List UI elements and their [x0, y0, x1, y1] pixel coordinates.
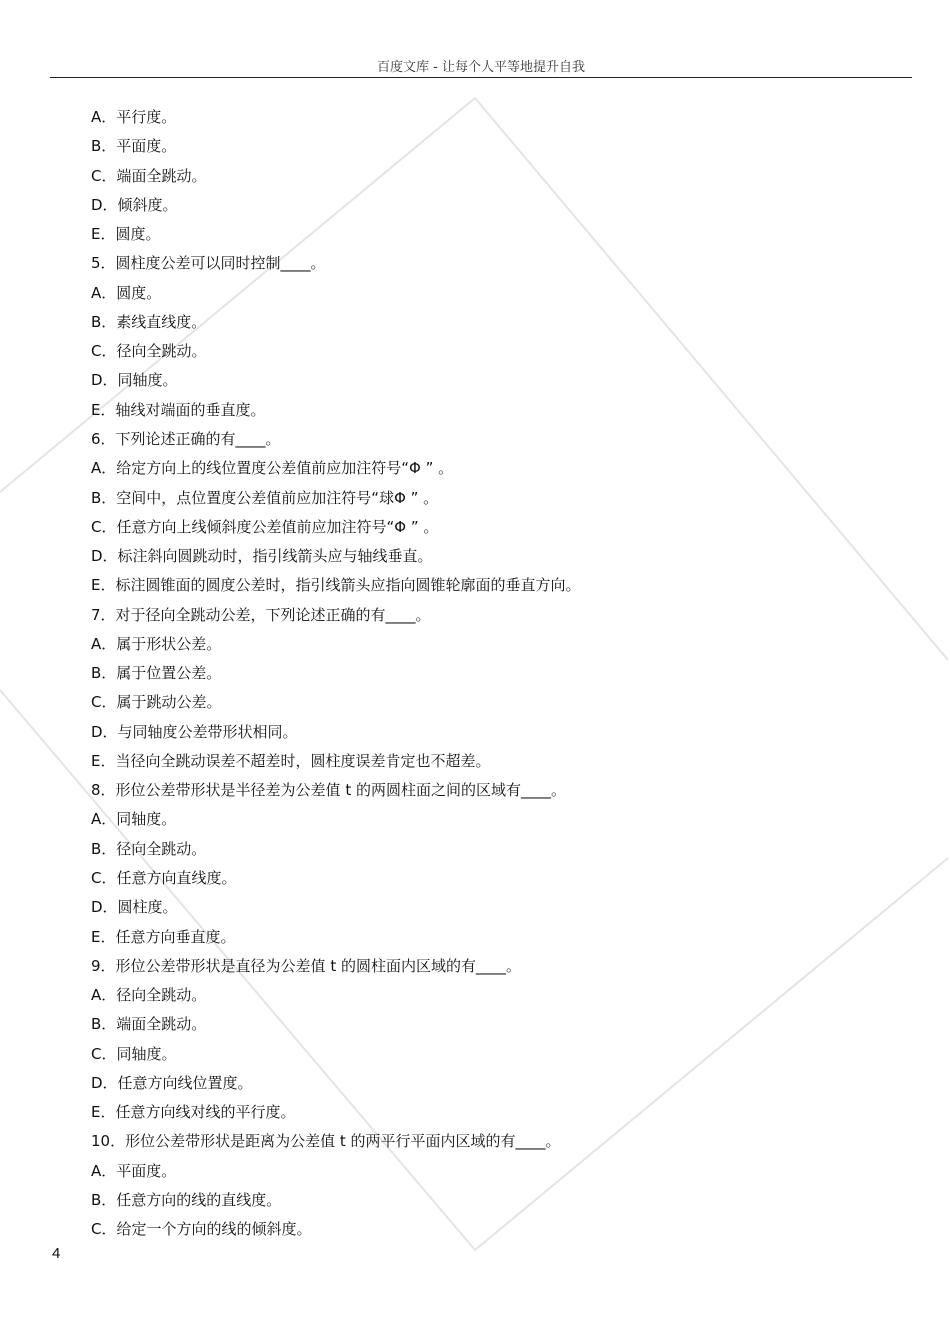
text-line: 10．形位公差带形状是距离为公差值 t 的两平行平面内区域的有____。: [91, 1132, 561, 1150]
text-line: D．与同轴度公差带形状相同。: [91, 723, 298, 741]
text-line: A．平行度。: [91, 108, 177, 126]
text-line: B．平面度。: [91, 137, 177, 155]
text-line: D．圆柱度。: [91, 898, 178, 916]
text-line: B．属于位置公差。: [91, 664, 222, 682]
text-line: E．任意方向垂直度。: [91, 928, 236, 946]
text-line: D．倾斜度。: [91, 196, 178, 214]
text-line: A．平面度。: [91, 1162, 177, 1180]
text-line: E．任意方向线对线的平行度。: [91, 1103, 296, 1121]
text-line: 8．形位公差带形状是半径差为公差值 t 的两圆柱面之间的区域有____。: [91, 781, 566, 799]
text-line: E．轴线对端面的垂直度。: [91, 401, 266, 419]
text-line: C．任意方向直线度。: [91, 869, 237, 887]
text-line: A．给定方向上的线位置度公差值前应加注符号“Φ ” 。: [91, 459, 454, 477]
text-line: 6．下列论述正确的有____。: [91, 430, 281, 448]
text-line: C．端面全跳动。: [91, 167, 207, 185]
text-line: A．径向全跳动。: [91, 986, 207, 1004]
text-line: B．素线直线度。: [91, 313, 207, 331]
text-line: C．同轴度。: [91, 1045, 177, 1063]
text-line: D．任意方向线位置度。: [91, 1074, 253, 1092]
text-line: A．属于形状公差。: [91, 635, 222, 653]
text-line: B．任意方向的线的直线度。: [91, 1191, 282, 1209]
text-line: A．同轴度。: [91, 810, 177, 828]
text-line: E．圆度。: [91, 225, 161, 243]
text-line: 7．对于径向全跳动公差，下列论述正确的有____。: [91, 606, 431, 624]
text-line: C．径向全跳动。: [91, 342, 207, 360]
text-line: 9．形位公差带形状是直径为公差值 t 的圆柱面内区域的有____。: [91, 957, 521, 975]
page-number: 4: [52, 1245, 61, 1262]
text-line: B．端面全跳动。: [91, 1015, 207, 1033]
text-line: D．标注斜向圆跳动时，指引线箭头应与轴线垂直。: [91, 547, 433, 565]
text-line: B．空间中，点位置度公差值前应加注符号“球Φ ” 。: [91, 489, 439, 507]
text-line: C．任意方向上线倾斜度公差值前应加注符号“Φ ” 。: [91, 518, 439, 536]
text-line: E．当径向全跳动误差不超差时，圆柱度误差肯定也不超差。: [91, 752, 491, 770]
page-header: 百度文库 - 让每个人平等地提升自我: [377, 60, 585, 75]
text-line: 5．圆柱度公差可以同时控制____。: [91, 254, 326, 272]
text-line: A．圆度。: [91, 284, 162, 302]
text-line: C．给定一个方向的线的倾斜度。: [91, 1220, 312, 1238]
text-line: D．同轴度。: [91, 371, 178, 389]
text-line: C．属于跳动公差。: [91, 693, 222, 711]
text-line: E．标注圆锥面的圆度公差时，指引线箭头应指向圆锥轮廓面的垂直方向。: [91, 576, 581, 594]
text-line: B．径向全跳动。: [91, 840, 207, 858]
